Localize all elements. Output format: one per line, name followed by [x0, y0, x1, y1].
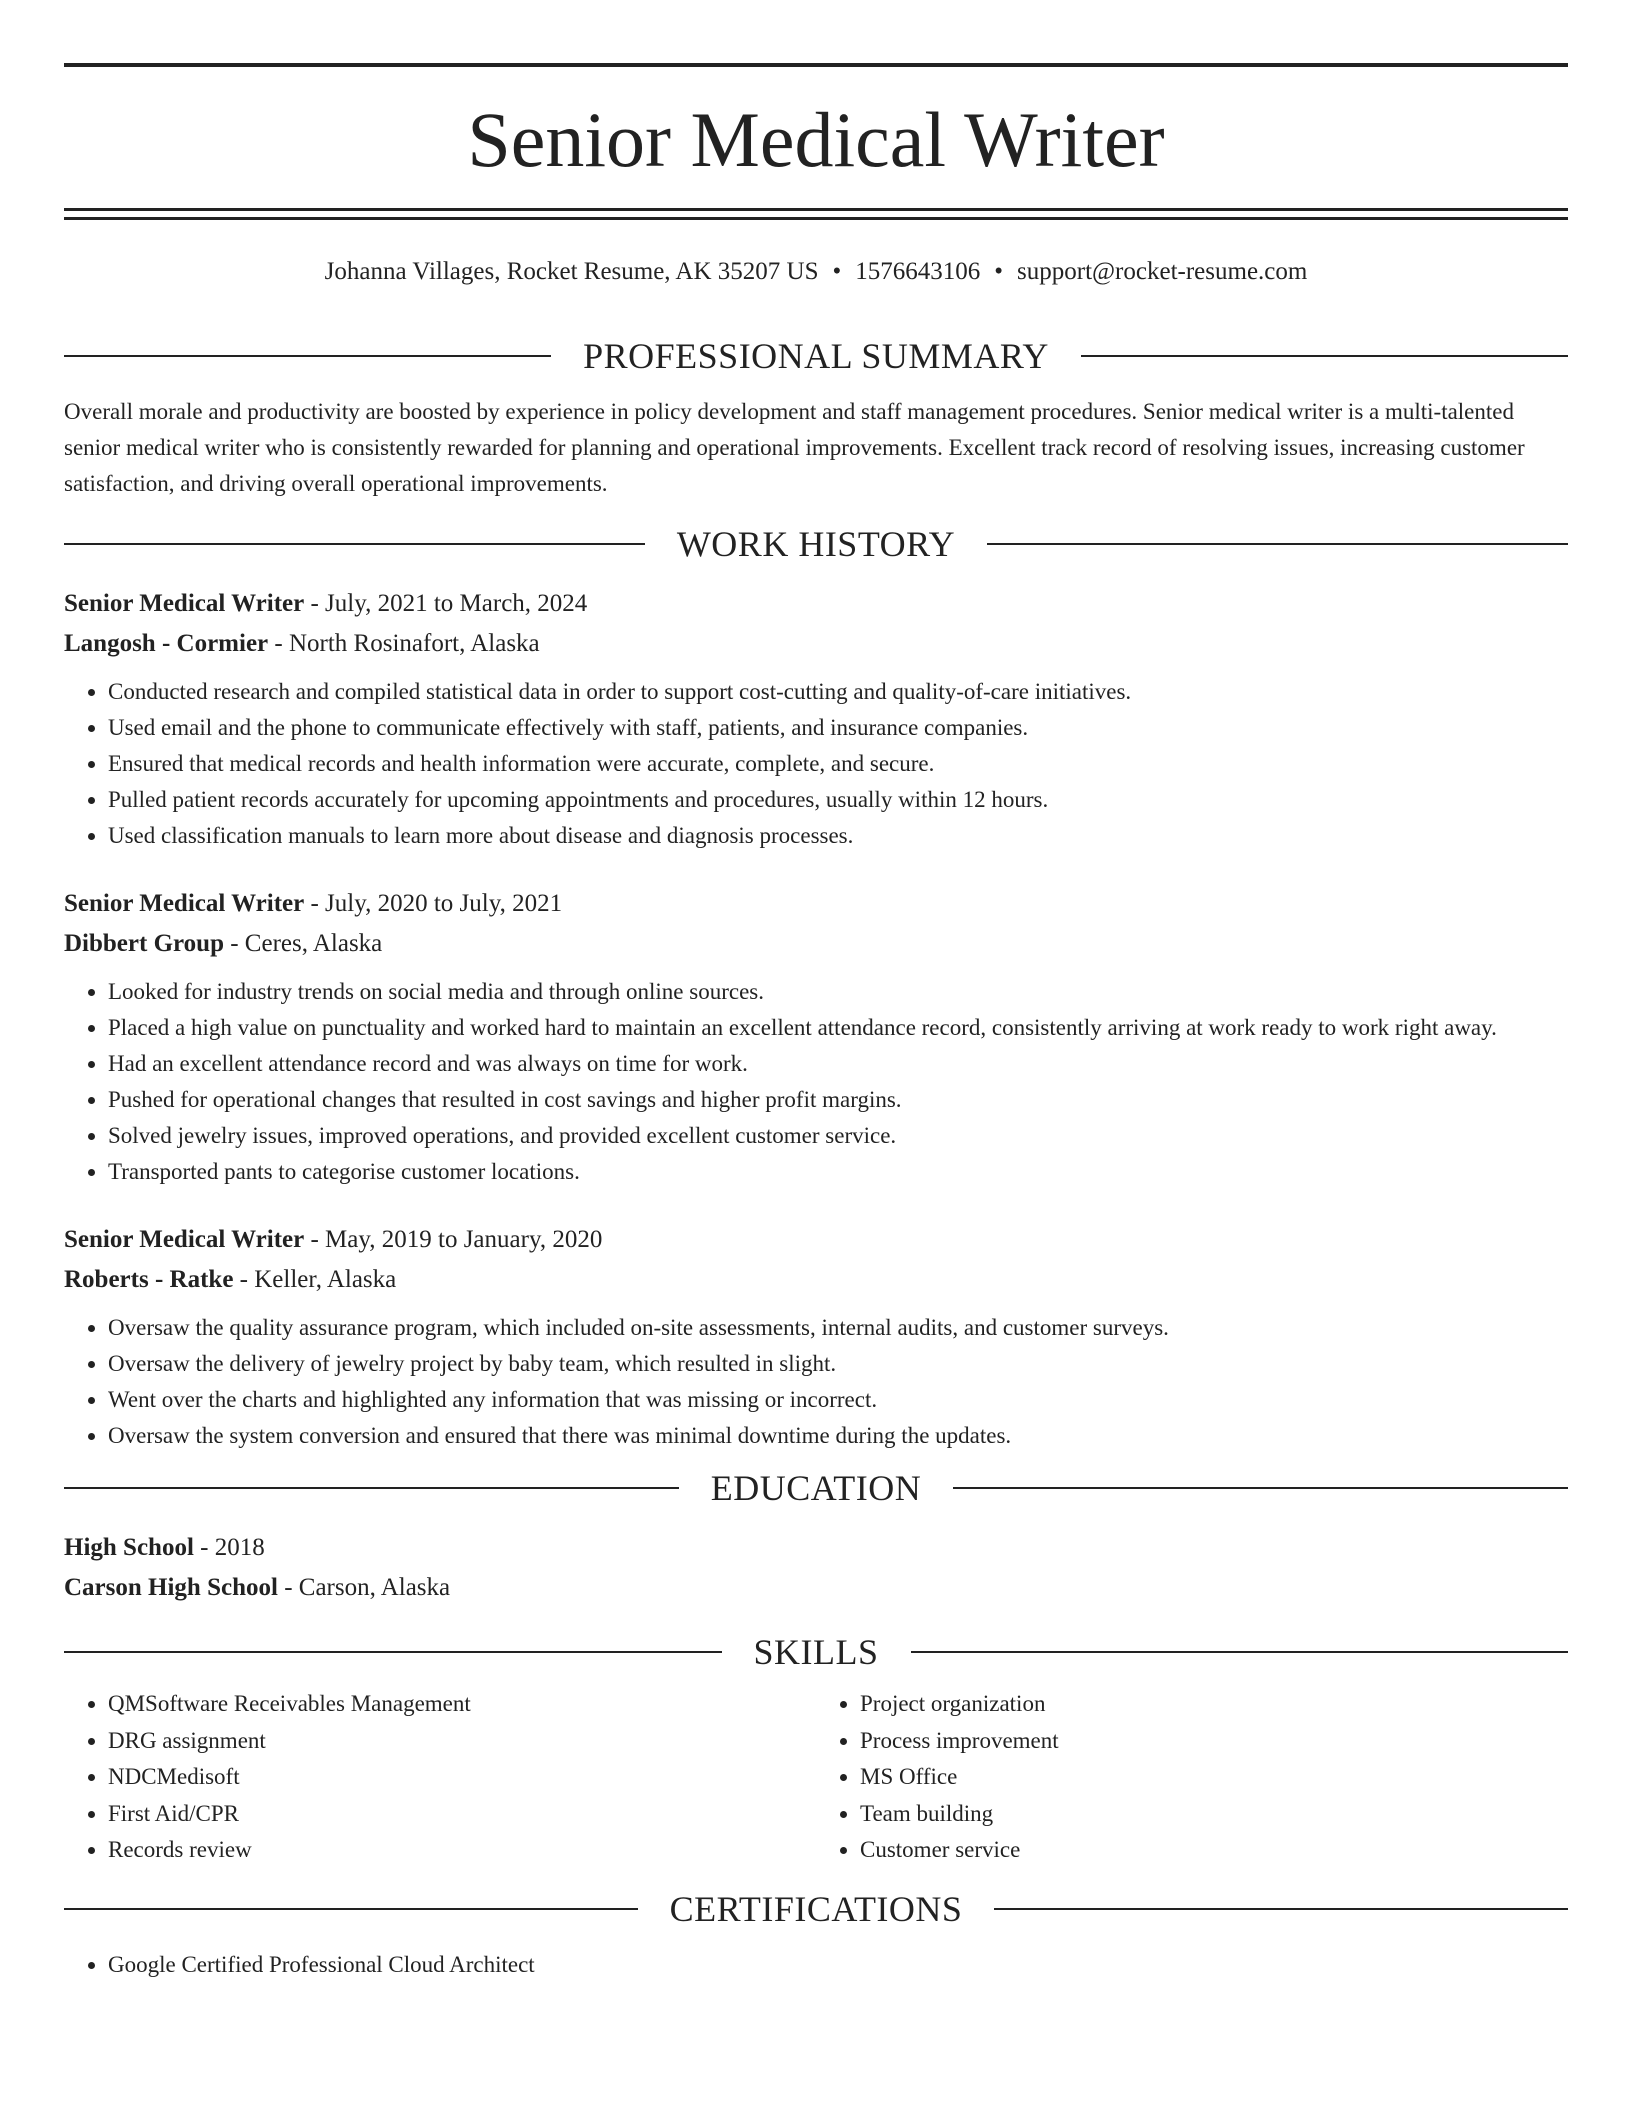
education-year: - 2018 [193, 1534, 265, 1561]
job-entry [64, 584, 1568, 854]
job-bullets [64, 1310, 1568, 1454]
contact-email[interactable]: support@rocket-resume.com [1017, 258, 1308, 285]
education-school-line [64, 1568, 1568, 1608]
skill-item: • Process improvement [860, 1723, 1568, 1760]
skills-columns [64, 1686, 1568, 1869]
heading-rule [64, 543, 645, 545]
list-item: • Went over the charts and highlighted any information that was missing or incorrect. [108, 1382, 1568, 1418]
education-entry [64, 1528, 1568, 1608]
job-location: - North Rosinafort, Alaska [268, 630, 540, 657]
section-title: CERTIFICATIONS [669, 1888, 963, 1929]
job-title-line [64, 1220, 1568, 1260]
skills-list-left [64, 1686, 816, 1869]
header-top-rule [64, 63, 1568, 67]
skill-item: • Project organization [860, 1686, 1568, 1723]
skill-item: • DRG assignment [108, 1723, 816, 1760]
contact-address: Johanna Villages, Rocket Resume, AK 35207 US [324, 258, 819, 285]
job-company-line [64, 624, 1568, 664]
job-title: Senior Medical Writer [64, 1226, 305, 1253]
skill-item: • NDCMedisoft [108, 1759, 816, 1796]
resume-title: Senior Medical Writer [467, 96, 1165, 183]
list-item: • Oversaw the system conversion and ensured that there was minimal downtime during the updates. [108, 1418, 1568, 1454]
list-item: • Solved jewelry issues, improved operations, and provided excellent customer service. [108, 1118, 1568, 1154]
education-location: - Carson, Alaska [277, 1574, 451, 1601]
header-double-rule [64, 208, 1568, 220]
resume-content [64, 328, 1568, 1983]
heading-rule [64, 355, 551, 357]
heading-rule [64, 1651, 722, 1653]
list-item: • Used classification manuals to learn more about disease and diagnosis processes. [108, 818, 1568, 854]
job-bullets [64, 674, 1568, 854]
job-entry [64, 1220, 1568, 1454]
list-item: • Oversaw the delivery of jewelry project by baby team, which resulted in slight. [108, 1346, 1568, 1382]
list-item: • Placed a high value on punctuality and worked hard to maintain an excellent attendance record, consistently arriving at work ready to work right away. [108, 1010, 1568, 1046]
job-entry [64, 884, 1568, 1190]
contact-separator: • [994, 258, 1004, 285]
skills-list-right [816, 1686, 1568, 1869]
heading-rule [1081, 355, 1568, 357]
section-title: SKILLS [753, 1632, 879, 1672]
heading-rule [994, 1908, 1568, 1910]
certifications-list [64, 1947, 1568, 1983]
heading-rule [64, 1908, 638, 1910]
job-company: Roberts - Ratke [64, 1266, 234, 1293]
skill-item: • Customer service [860, 1832, 1568, 1869]
education-degree: High School [64, 1534, 194, 1561]
list-item: • Ensured that medical records and health information were accurate, complete, and secure. [108, 746, 1568, 782]
job-company-line [64, 1260, 1568, 1300]
skill-item: • MS Office [860, 1759, 1568, 1796]
section-heading-certifications [64, 1881, 1568, 1937]
job-title: Senior Medical Writer [64, 590, 305, 617]
skill-item: • Records review [108, 1832, 816, 1869]
section-heading-skills [64, 1624, 1568, 1680]
job-location: - Keller, Alaska [233, 1266, 397, 1293]
job-company: Dibbert Group [64, 930, 224, 957]
job-company: Langosh - Cormier [64, 630, 269, 657]
list-item: • Oversaw the quality assurance program, which included on-site assessments, internal audits, and customer surveys. [108, 1310, 1568, 1346]
section-title: PROFESSIONAL SUMMARY [583, 336, 1049, 376]
education-degree-line [64, 1528, 1568, 1568]
section-heading-work [64, 516, 1568, 572]
heading-rule [953, 1487, 1568, 1489]
skill-item: • Team building [860, 1796, 1568, 1833]
contact-line [64, 254, 1568, 290]
job-bullets [64, 974, 1568, 1190]
list-item: • Had an excellent attendance record and was always on time for work. [108, 1046, 1568, 1082]
list-item: • Used email and the phone to communicate effectively with staff, patients, and insurance companies. [108, 710, 1568, 746]
heading-rule [987, 543, 1568, 545]
skill-item: • First Aid/CPR [108, 1796, 816, 1833]
contact-separator: • [832, 258, 842, 285]
certification-item: • Google Certified Professional Cloud Architect [108, 1947, 1568, 1983]
job-dates: - July, 2020 to July, 2021 [304, 890, 563, 917]
job-title: Senior Medical Writer [64, 890, 305, 917]
list-item: • Conducted research and compiled statistical data in order to support cost-cutting and quality-of-care initiatives. [108, 674, 1568, 710]
section-heading-summary [64, 328, 1568, 384]
section-heading-education [64, 1460, 1568, 1516]
job-title-line [64, 584, 1568, 624]
section-title: EDUCATION [710, 1468, 922, 1508]
job-dates: - July, 2021 to March, 2024 [304, 590, 588, 617]
education-school: Carson High School [64, 1574, 278, 1601]
contact-phone: 1576643106 [855, 258, 981, 285]
summary-text: Overall morale and productivity are boosted by experience in policy development and staff management procedures. Senior medical writer is a multi-talented senior medical writer who is consistently rewarded for planning and operational improvements. Excellent track record of resolving issues, increasing customer satisfaction, and driving overall operational improvements. [64, 399, 1525, 496]
job-dates: - May, 2019 to January, 2020 [304, 1226, 603, 1253]
job-location: - Ceres, Alaska [223, 930, 383, 957]
list-item: • Pushed for operational changes that resulted in cost savings and higher profit margins. [108, 1082, 1568, 1118]
section-title: WORK HISTORY [676, 524, 956, 564]
skill-item: • QMSoftware Receivables Management [108, 1686, 816, 1723]
job-title-line [64, 884, 1568, 924]
list-item: • Pulled patient records accurately for upcoming appointments and procedures, usually within 12 hours. [108, 782, 1568, 818]
list-item: • Looked for industry trends on social media and through online sources. [108, 974, 1568, 1010]
job-company-line [64, 924, 1568, 964]
heading-rule [911, 1651, 1569, 1653]
heading-rule [64, 1487, 679, 1489]
list-item: • Transported pants to categorise customer locations. [108, 1154, 1568, 1190]
